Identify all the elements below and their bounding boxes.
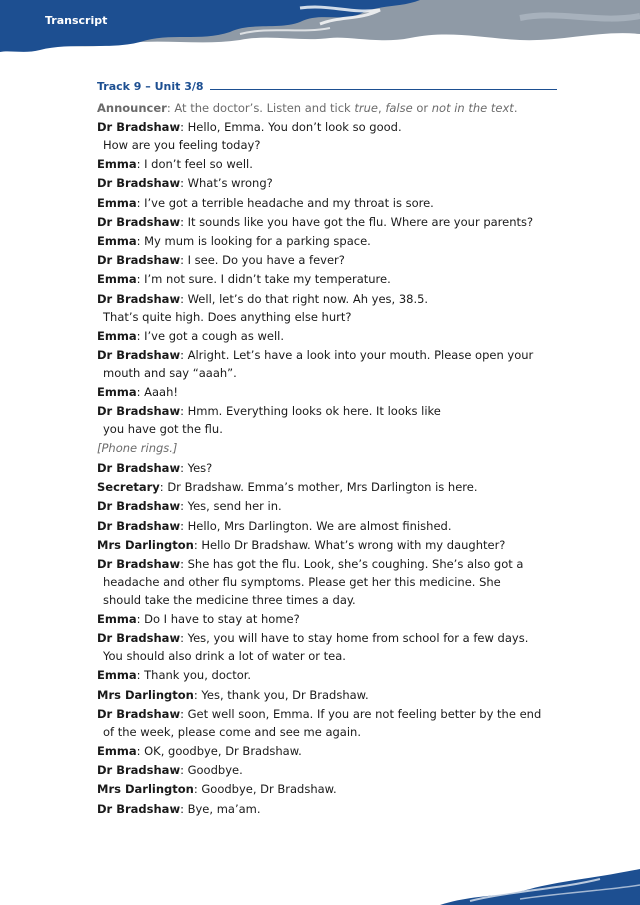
- dialogue-text: Yes, thank you, Dr Bradshaw.: [201, 687, 369, 702]
- dialogue-text: I’ve got a terrible headache and my throat is sore.: [144, 195, 434, 210]
- track-heading: [97, 77, 557, 95]
- speaker-name: Dr Bradshaw: [97, 499, 181, 514]
- speaker-name: Dr Bradshaw: [97, 556, 181, 571]
- speaker-name: Emma: [97, 328, 137, 343]
- dialogue-line: Secretary: Dr Bradshaw. Emma’s mother, Mrs Darlington is here.: [97, 480, 478, 495]
- dialogue-text: OK, goodbye, Dr Bradshaw.: [144, 744, 302, 758]
- speaker-name: Dr Bradshaw: [97, 801, 181, 816]
- dialogue-text: That’s quite high. Does anything else hurt?: [103, 309, 352, 324]
- dialogue-line: Dr Bradshaw: Get well soon, Emma. If you are not feeling better by the end of the week, please come and see me again.: [97, 705, 557, 741]
- dialogue-text: Hello Dr Bradshaw. What’s wrong with my daughter?: [201, 537, 506, 552]
- dialogue-text: My mum is looking for a parking space.: [144, 233, 371, 248]
- dialogue-line: Mrs Darlington: Goodbye, Dr Bradshaw.: [97, 782, 337, 797]
- announcer-em-not-in-text: not in the text: [431, 101, 514, 115]
- dialogue-text: Hello, Emma. You don’t look so good.: [187, 120, 402, 134]
- speaker-name: Dr Bradshaw: [97, 518, 181, 533]
- header-banner: [0, 0, 640, 60]
- dialogue-line: Emma: I’ve got a cough as well.: [97, 328, 285, 343]
- speaker-name: Mrs Darlington: [97, 687, 194, 702]
- header-title: Transcript: [45, 14, 108, 27]
- dialogue-line: Dr Bradshaw: What’s wrong?: [97, 176, 273, 191]
- dialogue-line: Dr Bradshaw: Goodbye.: [97, 763, 243, 778]
- dialogue-line: Dr Bradshaw: I see. Do you have a fever?: [97, 253, 345, 268]
- speaker-name: Dr Bradshaw: [97, 404, 181, 419]
- dialogue-line: Dr Bradshaw: Yes?: [97, 460, 213, 475]
- dialogue-line: Dr Bradshaw: Hello, Emma. You don’t look so good. How are you feeling today?: [97, 118, 557, 154]
- transcript-content: [97, 77, 557, 819]
- dialogue-line: Dr Bradshaw: It sounds like you have got the flu. Where are your parents?: [97, 214, 534, 229]
- dialogue-line: Emma: I’m not sure. I didn’t take my temperature.: [97, 272, 391, 287]
- dialogue-text: Dr Bradshaw. Emma’s mother, Mrs Darlington is here.: [167, 480, 478, 495]
- speaker-name: Dr Bradshaw: [97, 763, 181, 778]
- header-brush-graphic: [0, 0, 640, 60]
- dialogue-text: Yes, you will have to stay home from school for a few days.: [187, 631, 529, 646]
- dialogue-text: Alright. Let’s have a look into your mouth. Please open your: [187, 347, 534, 362]
- dialogue-text: How are you feeling today?: [103, 138, 261, 152]
- dialogue-line: Emma: Thank you, doctor.: [97, 668, 252, 683]
- dialogue-text: You should also drink a lot of water or tea.: [103, 649, 346, 664]
- dialogue-text: Goodbye, Dr Bradshaw.: [201, 782, 337, 797]
- dialogue-line: Dr Bradshaw: Hello, Mrs Darlington. We are almost finished.: [97, 518, 452, 533]
- speaker-name: Secretary: [97, 480, 160, 495]
- speaker-name: Dr Bradshaw: [97, 460, 181, 475]
- dialogue-line: Emma: I don’t feel so well.: [97, 157, 253, 172]
- dialogue-text: you have got the flu.: [103, 422, 223, 437]
- dialogue-line: Emma: My mum is looking for a parking space.: [97, 233, 371, 248]
- dialogue-line: Emma: I’ve got a terrible headache and my throat is sore.: [97, 195, 434, 210]
- speaker-name: Dr Bradshaw: [97, 631, 181, 646]
- speaker-name: Dr Bradshaw: [97, 347, 181, 362]
- dialogue-text: I don’t feel so well.: [144, 157, 253, 172]
- speaker-name: Emma: [97, 157, 137, 172]
- track-divider: [210, 89, 557, 90]
- dialogue-text: should take the medicine three times a day.: [103, 592, 356, 607]
- dialogue-line: Dr Bradshaw: Yes, you will have to stay home from school for a few days. You should also drink a lot of water or tea.: [97, 629, 557, 665]
- dialogue-line: Emma: OK, goodbye, Dr Bradshaw.: [97, 744, 302, 758]
- announcer-speaker: Announcer: [97, 101, 167, 115]
- footer-banner: [0, 855, 640, 905]
- dialogue-text: Goodbye.: [187, 763, 243, 778]
- dialogue-text: Yes?: [187, 460, 213, 475]
- dialogue-text: of the week, please come and see me again.: [103, 724, 361, 739]
- announcer-em-true: true: [354, 101, 378, 115]
- dialogue-text: Hmm. Everything looks ok here. It looks like: [187, 404, 441, 419]
- dialogue-text: Aaah!: [144, 385, 178, 400]
- dialogue-text: It sounds like you have got the flu. Where are your parents?: [187, 214, 534, 229]
- dialogue-line: Dr Bradshaw: Hmm. Everything looks ok here. It looks like you have got the flu.: [97, 402, 557, 438]
- dialogue-text: I see. Do you have a fever?: [187, 253, 345, 268]
- speaker-name: Dr Bradshaw: [97, 706, 181, 721]
- speaker-name: Emma: [97, 668, 137, 683]
- announcer-text: or: [412, 101, 432, 115]
- dialogue-line: Dr Bradshaw: Well, let’s do that right now. Ah yes, 38.5. That’s quite high. Does anything else hurt?: [97, 290, 557, 326]
- dialogue-line: Dr Bradshaw: Bye, ma’am.: [97, 801, 261, 816]
- dialogue-line: Dr Bradshaw: She has got the flu. Look, she’s coughing. She’s also got a headache and other flu symptoms. Please get her this medicine. She should take the medicine three times a day.: [97, 555, 557, 609]
- announcer-text: ,: [378, 101, 386, 115]
- dialogue-line: Mrs Darlington: Hello Dr Bradshaw. What’s wrong with my daughter?: [97, 537, 506, 552]
- speaker-name: Emma: [97, 385, 137, 400]
- footer-brush-graphic: [0, 855, 640, 905]
- dialogue-text: I’m not sure. I didn’t take my temperature.: [144, 272, 391, 287]
- speaker-name: Dr Bradshaw: [97, 253, 181, 268]
- dialogue-text: I’ve got a cough as well.: [144, 328, 285, 343]
- speaker-name: Dr Bradshaw: [97, 291, 181, 306]
- speaker-name: Dr Bradshaw: [97, 176, 181, 191]
- announcer-text: : At the doctor’s. Listen and tick: [166, 101, 355, 115]
- dialogue-line: Emma: Aaah!: [97, 385, 178, 400]
- dialogue-text: mouth and say “aaah”.: [103, 365, 237, 380]
- speaker-name: Emma: [97, 272, 137, 287]
- track-title: Track 9 – Unit 3/8: [97, 79, 204, 93]
- dialogue-line: Mrs Darlington: Yes, thank you, Dr Bradshaw.: [97, 687, 369, 702]
- speaker-name: Dr Bradshaw: [97, 214, 181, 229]
- dialogue-text: What’s wrong?: [187, 176, 273, 191]
- speaker-name: Emma: [97, 612, 137, 627]
- dialogue-text: She has got the flu. Look, she’s coughing. She’s also got a: [187, 556, 524, 571]
- dialogue-line: Dr Bradshaw: Alright. Let’s have a look into your mouth. Please open your mouth and say “aaah”.: [97, 346, 557, 382]
- announcer-text: .: [513, 101, 518, 115]
- speaker-name: Emma: [97, 744, 137, 758]
- dialogue-line: Dr Bradshaw: Yes, send her in.: [97, 499, 282, 514]
- dialogue-list: [97, 118, 557, 818]
- announcer-line: [97, 99, 557, 118]
- announcer-em-false: false: [385, 101, 413, 115]
- dialogue-line: Emma: Do I have to stay at home?: [97, 612, 300, 627]
- dialogue-text: Yes, send her in.: [187, 499, 282, 514]
- dialogue-text: Do I have to stay at home?: [144, 612, 300, 627]
- speaker-name: Mrs Darlington: [97, 782, 194, 797]
- dialogue-text: Hello, Mrs Darlington. We are almost finished.: [187, 518, 452, 533]
- speaker-name: Dr Bradshaw: [97, 120, 181, 134]
- dialogue-text: Well, let’s do that right now. Ah yes, 38.5.: [187, 291, 429, 306]
- stage-direction: [Phone rings.]: [97, 441, 178, 456]
- speaker-name: Emma: [97, 233, 137, 248]
- speaker-name: Emma: [97, 195, 137, 210]
- dialogue-text: Thank you, doctor.: [144, 668, 252, 683]
- dialogue-text: headache and other flu symptoms. Please get her this medicine. She: [103, 574, 501, 589]
- dialogue-text: Bye, ma’am.: [187, 801, 261, 816]
- dialogue-text: Get well soon, Emma. If you are not feeling better by the end: [187, 706, 542, 721]
- speaker-name: Mrs Darlington: [97, 537, 194, 552]
